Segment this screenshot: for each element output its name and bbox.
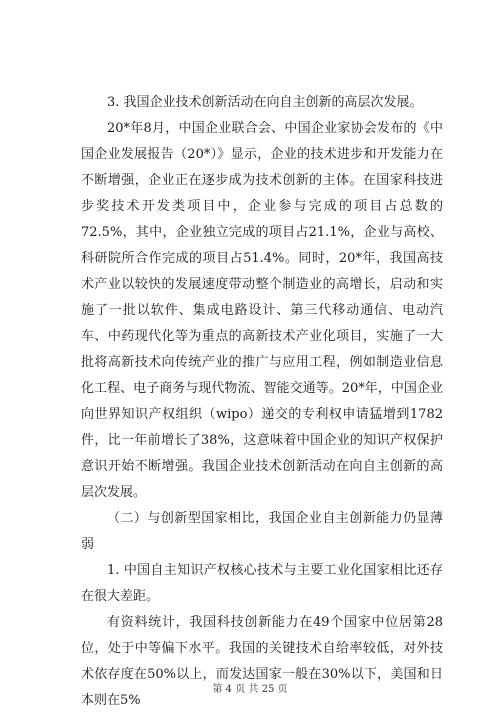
subsection-heading-1: 1. 中国自主知识产权核心技术与主要工业化国家相比还存在很大差距。	[81, 563, 443, 604]
paragraph-enterprise-innovation: 20*年8月，中国企业联合会、中国企业家协会发布的《中国企业发展报告（20*）》显示，企业的技术进步和开发能力在不断增强，企业正在逐步成为技术创新的主体。在国家科技进步奖技术开发类项目中，企业参与完成的项目占总数的72.5%，其中，企业独立完成的项目占21.1%，企业与高校、科研院所合作完成的项目占51.4%。同时，20*年，我国高技术产业以较快的发展速度带动整个制造业的高增长，启动和实施了一批以软件、集成电路设计、第三代移动通信、电动汽车、中药现代化等为重点的高新技术产业化项目，实施了一大批将高新技术向传统产业的推广与应用工程，例如制造业信息化工程、电子商务与现代物流、智能交通等。20*年，中国企业向世界知识产权组织（wipo）递交的专利权申请猛增到1782件，比一年前增长了38%，这意味着中国企业的知识产权保护意识开始不断增强。我国企业技术创新活动在向自主创新的高层次发展。	[81, 121, 443, 500]
section-heading-3: 3. 我国企业技术创新活动在向自主创新的高层次发展。	[107, 95, 423, 110]
section-heading-comparison: （二）与创新型国家相比，我国企业自主创新能力仍显薄弱	[81, 511, 443, 552]
page-footer: 第 4 页 共 25 页	[212, 684, 288, 695]
document-body	[81, 90, 443, 714]
paragraph-statistics: 有资料统计，我国科技创新能力在49个国家中位居第28位，处于中等偏下水平。我国的关键技术自给率较低，对外技术依存度在50%以上，而发达国家一般在30%以下，美国和日本则在5%	[81, 615, 443, 708]
